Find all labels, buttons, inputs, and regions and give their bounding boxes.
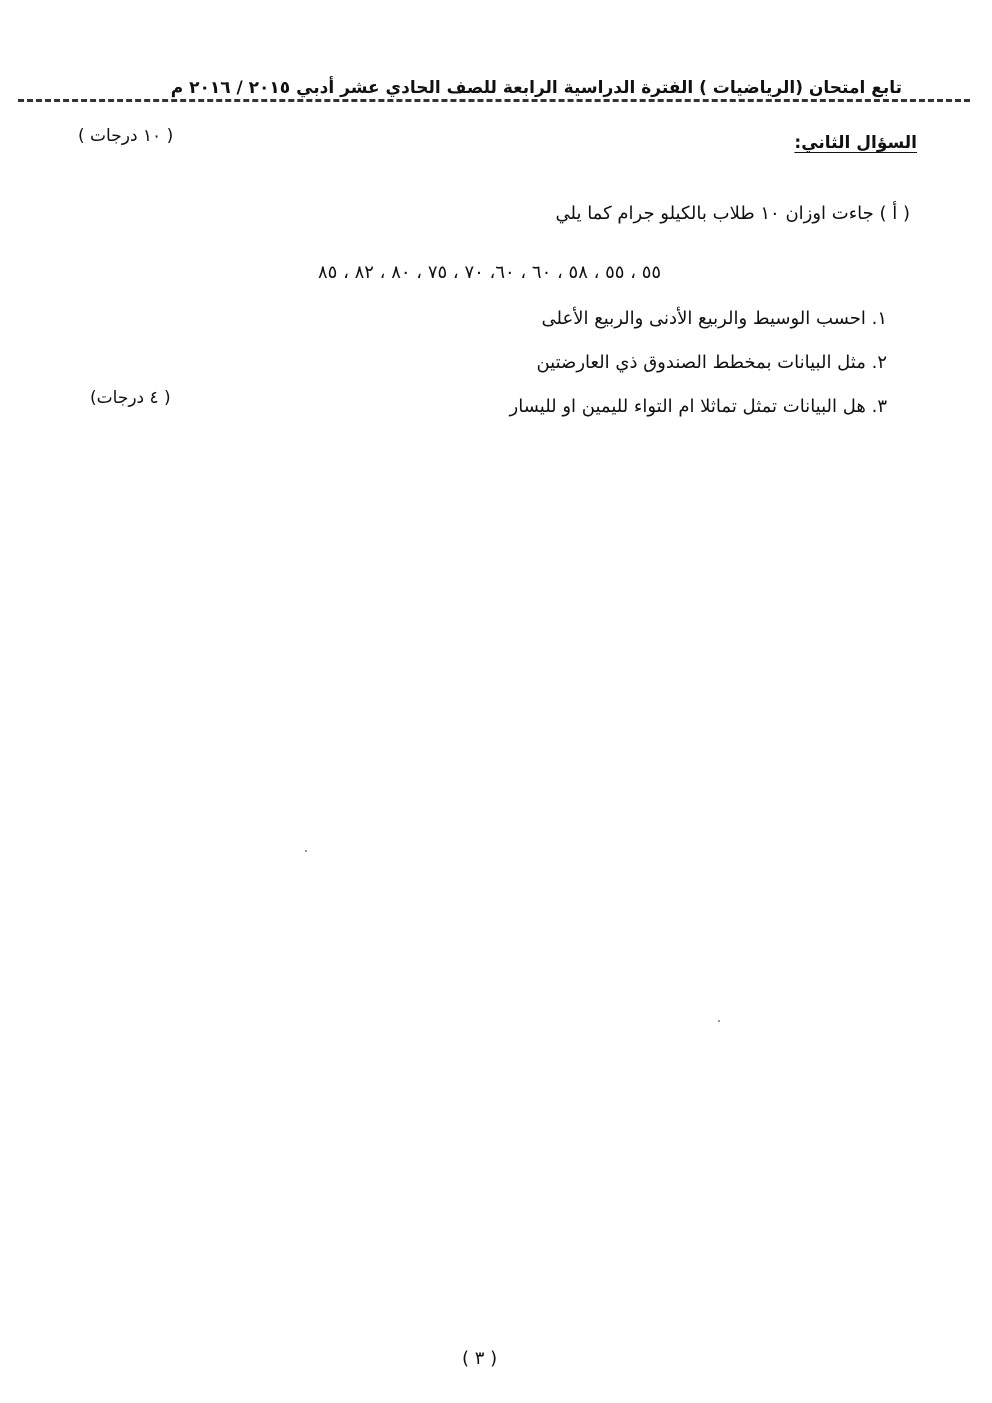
scan-speck	[718, 1020, 720, 1022]
weights-data-list: ٥٥ ، ٥٥ ، ٥٨ ، ٦٠ ، ٦٠، ٧٠ ، ٧٥ ، ٨٠ ، ٨٢ ، ٨٥	[318, 262, 662, 283]
task-item: ٢. مثل البيانات بمخطط الصندوق ذي العارضتين	[536, 352, 887, 373]
exam-header-title: تابع امتحان (الرياضيات ) الفترة الدراسية الرابعة للصف الحادي عشر أدبي ٢٠١٥ / ٢٠١٦ م	[170, 78, 902, 98]
question-grade: ( ١٠ درجات )	[78, 126, 174, 146]
page-number: ( ٣ )	[462, 1348, 498, 1369]
task-item: ٣. هل البيانات تمثل تماثلا ام التواء لليمين او لليسار	[509, 396, 887, 417]
question-title: السؤال الثاني:	[794, 133, 917, 153]
part-a-intro: ( أ ) جاءت اوزان ١٠ طلاب بالكيلو جرام كما يلي	[555, 203, 910, 224]
part-a-grade: ( ٤ درجات)	[90, 388, 171, 408]
header-divider	[18, 99, 970, 102]
scan-speck	[305, 850, 307, 852]
task-item: ١. احسب الوسيط والربيع الأدنى والربيع الأعلى	[541, 308, 887, 329]
